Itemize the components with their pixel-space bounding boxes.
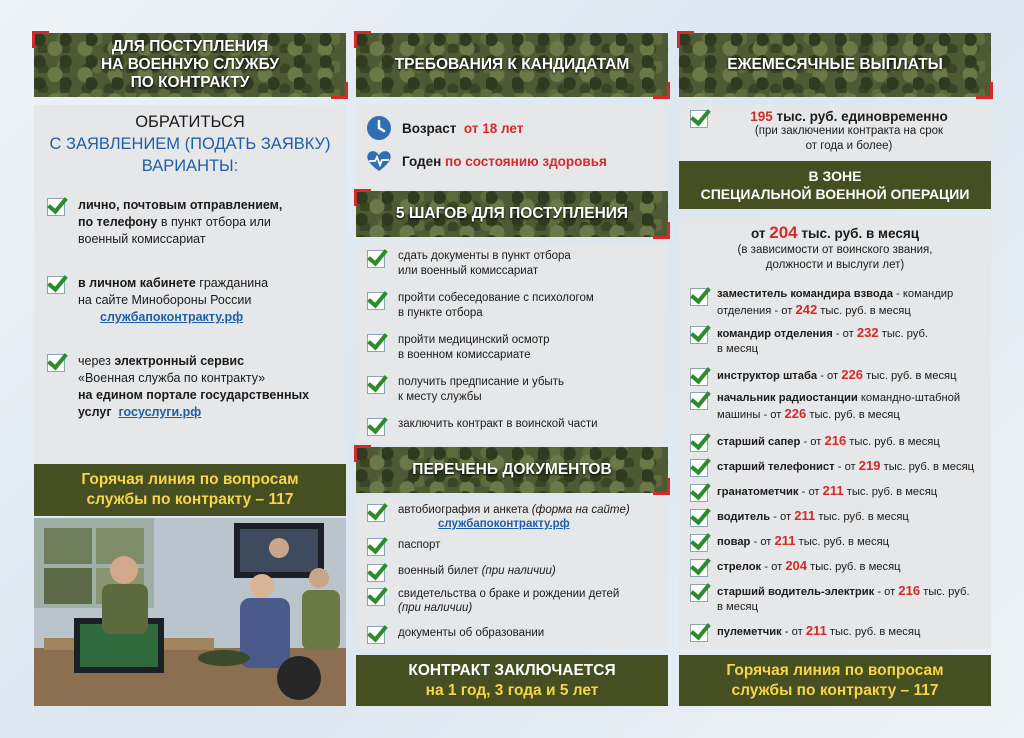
contract-site-link[interactable]: службапоконтракту.рф (100, 310, 244, 324)
lump-sum-row: 195 тыс. руб. единовременно (при заключении контракта на срок от года и более) (689, 109, 979, 154)
check-icon (366, 537, 386, 555)
apply-line-2: С ЗАЯВЛЕНИЕМ (ПОДАТЬ ЗАЯВКУ) (49, 135, 331, 153)
hotline-banner-left: Горячая линия по вопросам службы по контракту – 117 (34, 464, 346, 516)
check-icon (366, 563, 386, 581)
role-deputy-platoon-commander: заместитель командира взвода - командир отделения - от 242 тыс. руб. в месяц (689, 287, 985, 319)
check-icon (689, 367, 709, 385)
check-icon (689, 533, 709, 551)
check-icon (366, 249, 386, 267)
check-icon (689, 287, 709, 305)
contract-site-link-docs[interactable]: службапоконтракту.рф (438, 518, 570, 530)
hotline-banner-right: Горячая линия по вопросам службы по контракту – 117 (679, 655, 991, 706)
options-panel (34, 189, 346, 479)
check-icon (689, 583, 709, 601)
check-icon (689, 109, 709, 127)
check-icon (46, 275, 66, 293)
option-in-person: лично, почтовым отправлением, по телефону в пункт отбора или военный комиссариат (46, 197, 282, 248)
doc-certificates: свидетельства о браке и рождении детей (при наличии) (366, 587, 619, 615)
heart-pulse-icon (366, 149, 392, 173)
doc-education: документы об образовании (366, 625, 544, 643)
check-icon (46, 353, 66, 371)
check-icon (366, 587, 386, 605)
apply-line-3: ВАРИАНТЫ: (141, 157, 239, 175)
role-squad-commander: командир отделения - от 232 тыс. руб. в месяц (689, 325, 985, 357)
special-operation-banner: В ЗОНЕ СПЕЦИАЛЬНОЙ ВОЕННОЙ ОПЕРАЦИИ (679, 161, 991, 209)
doc-military-id: военный билет (при наличии) (366, 563, 556, 581)
steps-header: 5 ШАГОВ ДЛЯ ПОСТУПЛЕНИЯ (356, 191, 668, 237)
salary-from: от 204 тыс. руб. в месяц (в зависимости от воинского звания, должности и выслуги лет) (737, 223, 933, 271)
role-cook: повар - от 211 тыс. руб. в месяц (689, 533, 985, 551)
option-gosuslugi: через электронный сервис «Военная служба по контракту» на едином портале государственных услуг госуслуги.рф (46, 353, 309, 421)
role-driver: водитель - от 211 тыс. руб. в месяц (689, 508, 985, 526)
check-icon (366, 417, 386, 435)
apply-line-1: ОБРАТИТЬСЯ (135, 113, 245, 131)
column-enlistment (34, 33, 346, 508)
steps-panel (356, 243, 668, 445)
role-machine-gunner: пулеметчик - от 211 тыс. руб. в месяц (689, 623, 985, 641)
column-requirements (356, 33, 668, 699)
check-icon (689, 483, 709, 501)
doc-autobiography: автобиография и анкета (форма на сайте) службапоконтракту.рф (366, 503, 630, 531)
step-5: заключить контракт в воинской части (366, 417, 598, 435)
check-icon (46, 197, 66, 215)
role-staff-instructor: инструктор штаба - от 226 тыс. руб. в месяц (689, 367, 985, 385)
payments-header: ЕЖЕМЕСЯЧНЫЕ ВЫПЛАТЫ (679, 33, 991, 97)
option-cabinet: в личном кабинете гражданина на сайте Минобороны России службапоконтракту.рф (46, 275, 268, 326)
check-icon (689, 508, 709, 526)
check-icon (689, 391, 709, 409)
documents-panel (356, 497, 668, 649)
step-3: пройти медицинский осмотр в военном комиссариате (366, 333, 550, 363)
check-icon (366, 291, 386, 309)
documents-header: ПЕРЕЧЕНЬ ДОКУМЕНТОВ (356, 447, 668, 493)
enlistment-header: ДЛЯ ПОСТУПЛЕНИЯ НА ВОЕННУЮ СЛУЖБУ ПО КОНТРАКТУ (34, 33, 346, 97)
column-payments (679, 33, 991, 699)
role-radio-station-chief: начальник радиостанции командно-штабной машины - от 226 тыс. руб. в месяц (689, 391, 985, 423)
step-4: получить предписание и убыть к месту службы (366, 375, 564, 405)
role-grenadier: гранатометчик - от 211 тыс. руб. в месяц (689, 483, 985, 501)
role-senior-driver-electrician: старший водитель-электрик - от 216 тыс. руб. в месяц (689, 583, 985, 615)
health-requirement: Годен по состоянию здоровья (366, 149, 607, 173)
role-senior-telephonist: старший телефонист - от 219 тыс. руб. в месяц (689, 458, 985, 476)
check-icon (689, 623, 709, 641)
check-icon (366, 375, 386, 393)
clock-icon (366, 115, 392, 141)
salary-panel (679, 217, 991, 649)
recruitment-photo-illustration (34, 518, 346, 706)
role-senior-sapper: старший сапер - от 216 тыс. руб. в месяц (689, 433, 985, 451)
check-icon (366, 333, 386, 351)
step-2: пройти собеседование с психологом в пункте отбора (366, 291, 594, 321)
check-icon (689, 325, 709, 343)
check-icon (689, 458, 709, 476)
check-icon (689, 558, 709, 576)
contract-term-banner: КОНТРАКТ ЗАКЛЮЧАЕТСЯ на 1 год, 3 года и 5 лет (356, 655, 668, 706)
check-icon (366, 503, 386, 521)
role-rifleman: стрелок - от 204 тыс. руб. в месяц (689, 558, 985, 576)
gosuslugi-link[interactable]: госуслуги.рф (118, 405, 202, 419)
requirements-header: ТРЕБОВАНИЯ К КАНДИДАТАМ (356, 33, 668, 97)
check-icon (689, 433, 709, 451)
check-icon (366, 625, 386, 643)
age-requirement: Возраст от 18 лет (366, 115, 523, 141)
recruitment-office-photo (34, 518, 346, 706)
doc-passport: паспорт (366, 537, 440, 555)
step-1: сдать документы в пункт отбора или военный комиссариат (366, 249, 571, 279)
